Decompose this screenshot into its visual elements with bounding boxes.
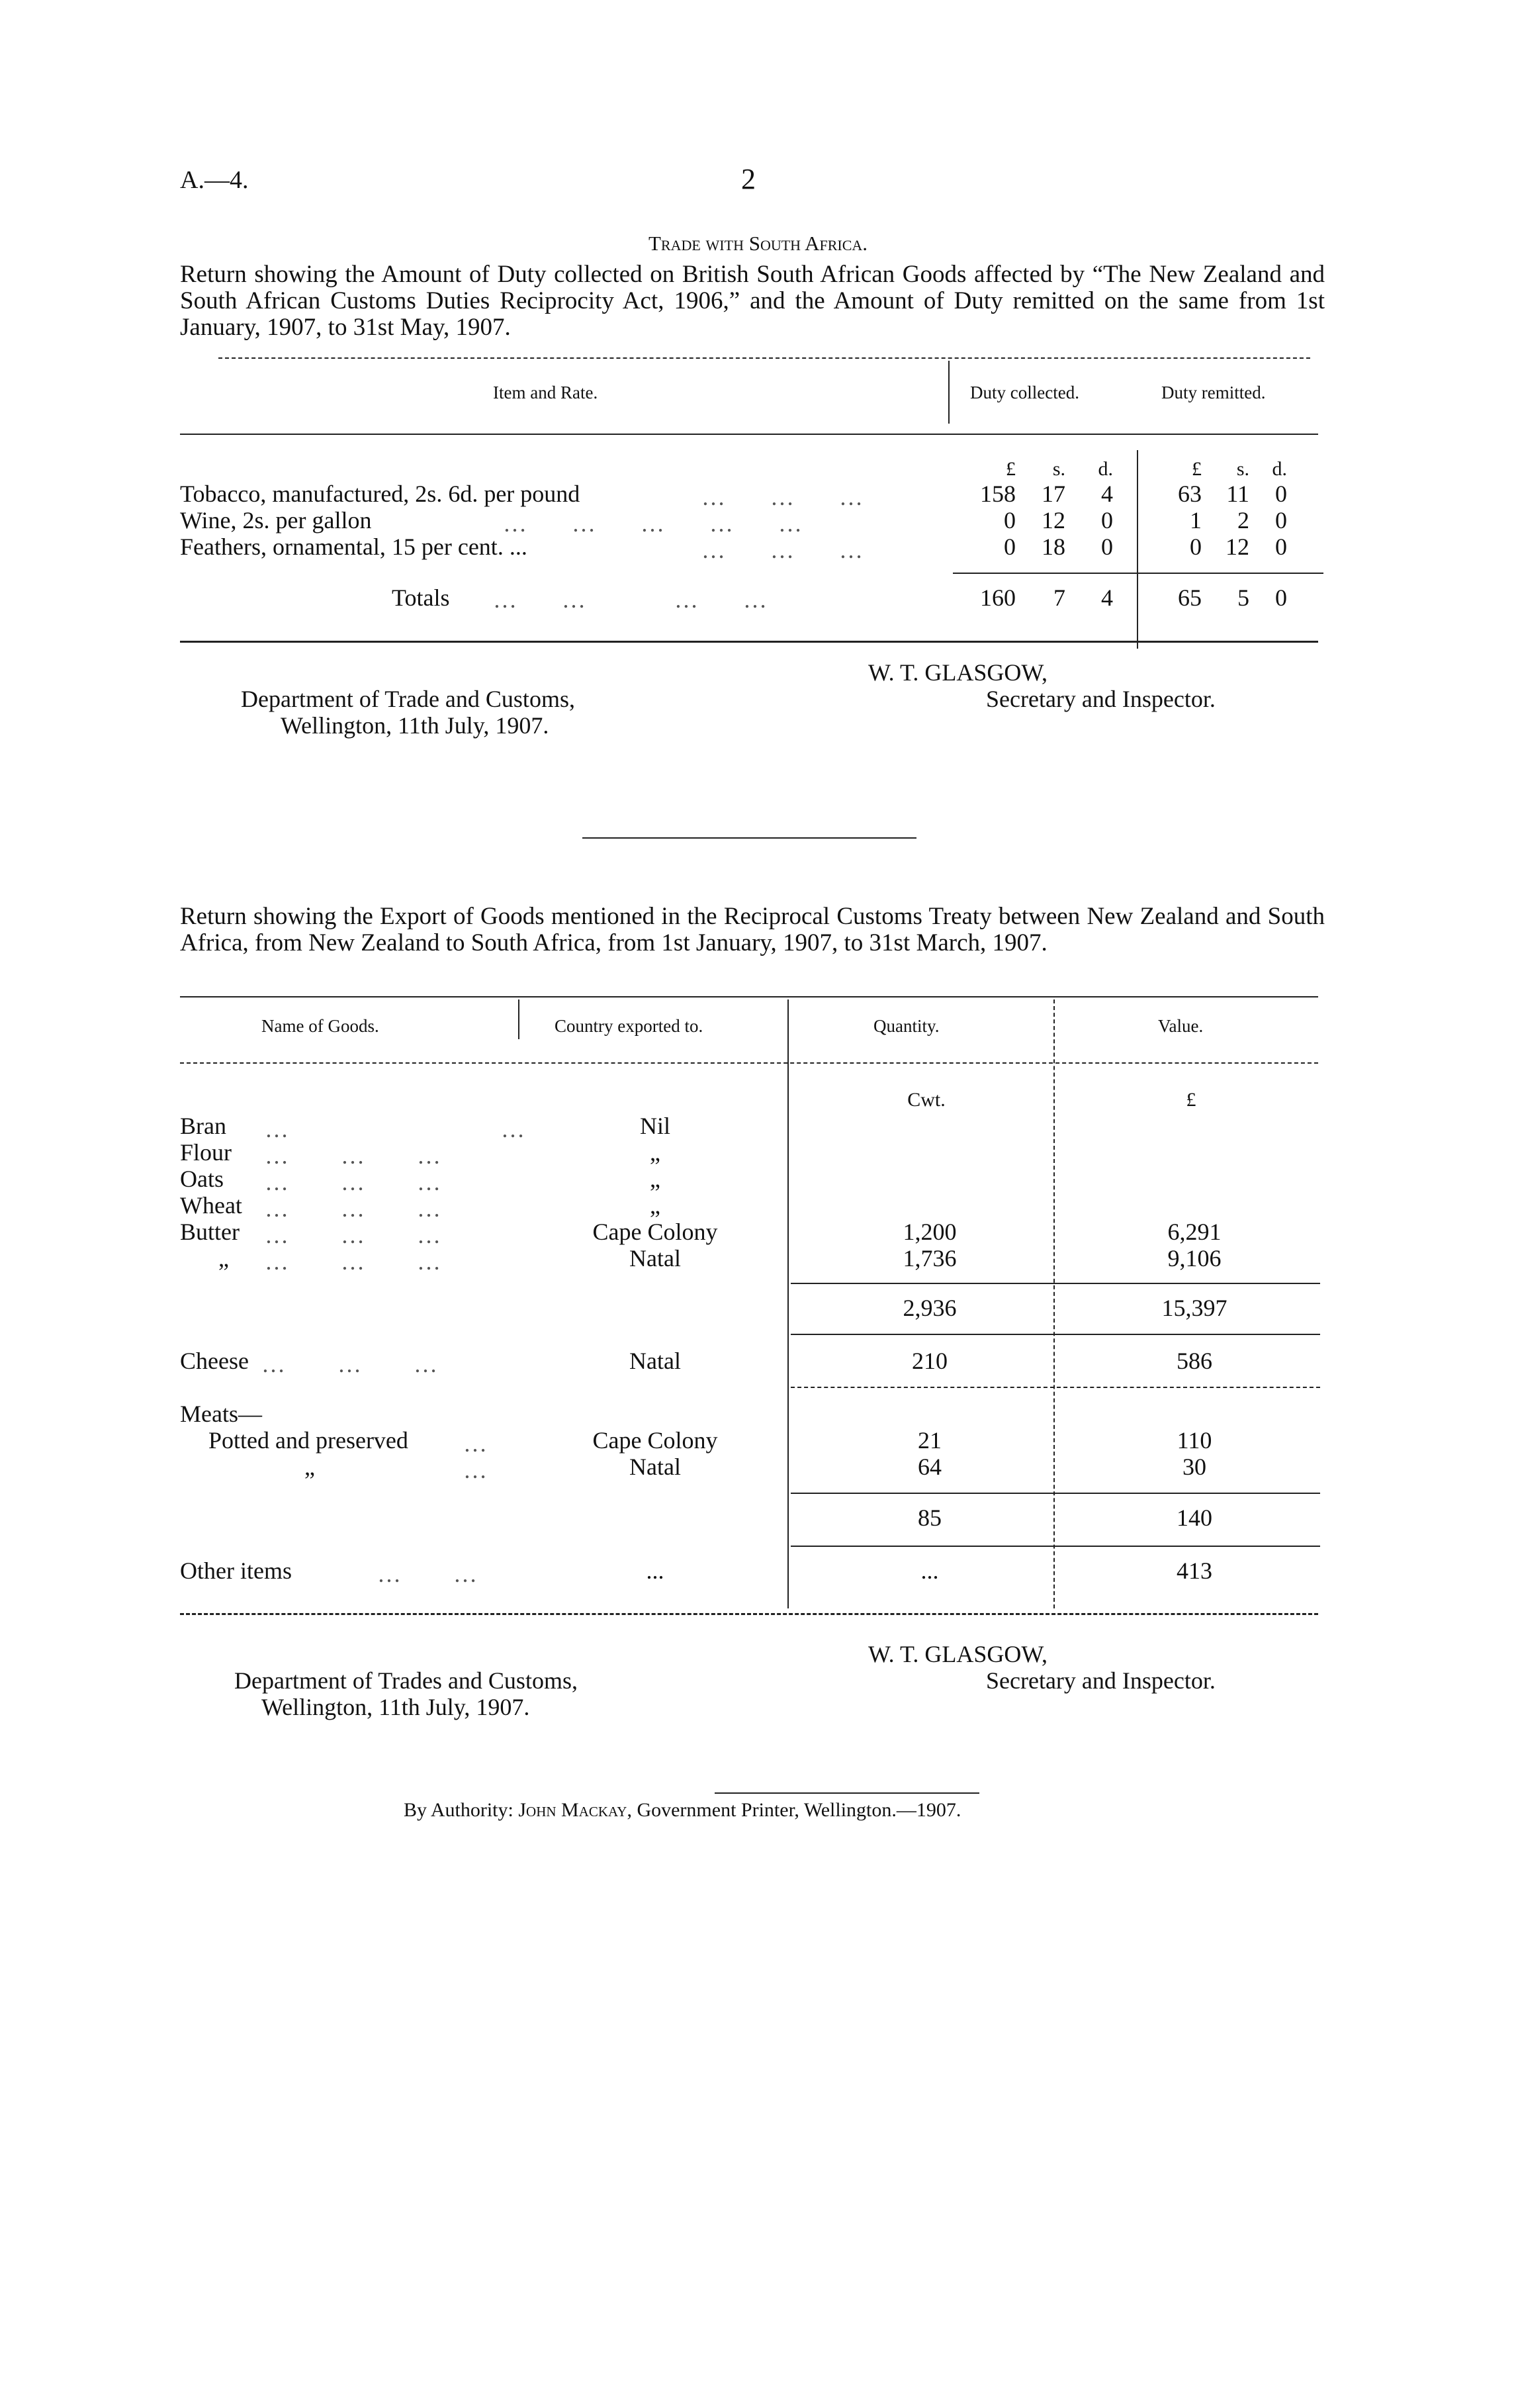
meats-row-country: Natal xyxy=(629,1454,681,1480)
export-row-country: „ xyxy=(650,1192,660,1219)
export-row-quantity: 1,200 xyxy=(903,1219,957,1245)
duty-row-remitted-shillings: 11 xyxy=(1226,481,1249,507)
duty-row-collected-shillings: 18 xyxy=(1042,533,1065,560)
export-row-country: Natal xyxy=(629,1245,681,1272)
cheese-quantity: 210 xyxy=(912,1348,948,1374)
meats-total-rule xyxy=(791,1546,1320,1547)
page-number: 2 xyxy=(741,163,756,195)
duty-row-remitted-shillings: 12 xyxy=(1226,533,1249,560)
signer-name: W. T. GLASGOW, xyxy=(868,1641,1048,1667)
printer-name: John Mackay xyxy=(518,1799,627,1821)
leader-dots: … … xyxy=(377,1561,478,1587)
totals-remitted-pounds: 65 xyxy=(1178,584,1202,611)
section1-description: Return showing the Amount of Duty collected on British South African Goods affected by “The New Zealand and South African Customs Duties Reciprocity Act, 1906,” and the Amount of Duty remitted on the same from 1st January, 1907, to 31st May, 1907. xyxy=(180,261,1325,341)
authority-line xyxy=(404,1799,961,1822)
section-separator xyxy=(582,837,916,839)
duty-row-collected-pounds: 0 xyxy=(1004,533,1016,560)
footer-rule xyxy=(715,1792,979,1794)
col-goods-header: Name of Goods. xyxy=(261,1016,379,1036)
section1-header-divider xyxy=(948,361,950,424)
cheese-value: 586 xyxy=(1177,1348,1212,1374)
remitted-pence-header: d. xyxy=(1272,458,1287,480)
totals-collected-shillings: 7 xyxy=(1053,584,1065,611)
totals-remitted-pence: 0 xyxy=(1275,584,1287,611)
section2-col-divider xyxy=(1053,999,1055,1608)
duty-row-remitted-pence: 0 xyxy=(1275,533,1287,560)
totals-label: Totals xyxy=(392,584,450,611)
col-quantity-header: Quantity. xyxy=(873,1016,940,1036)
leader-dots: … … … … xyxy=(493,586,768,613)
dept-line1: Department of Trades and Customs, xyxy=(234,1667,578,1694)
leader-dots: … … … … … xyxy=(503,510,803,537)
col-remitted-header: Duty remitted. xyxy=(1161,383,1266,402)
totals-collected-pounds: 160 xyxy=(980,584,1016,611)
butter-total-rule xyxy=(791,1334,1320,1335)
leader-dots: … … … xyxy=(265,1169,442,1195)
dept-line1: Department of Trade and Customs, xyxy=(241,686,575,712)
signer-title: Secretary and Inspector. xyxy=(986,1667,1216,1694)
duty-row-remitted-pence: 0 xyxy=(1275,481,1287,507)
cheese-rule xyxy=(791,1387,1320,1388)
export-row-country: Cape Colony xyxy=(592,1219,718,1245)
butter-total-quantity: 2,936 xyxy=(903,1295,957,1321)
butter-total-value: 15,397 xyxy=(1161,1295,1227,1321)
section1-header-rule xyxy=(180,434,1318,435)
col-country-header: Country exported to. xyxy=(555,1016,703,1036)
section1-bottom-rule xyxy=(180,641,1318,643)
leader-dots: … … … xyxy=(265,1195,442,1222)
other-goods: Other items xyxy=(180,1557,292,1584)
duty-row-collected-pence: 0 xyxy=(1101,507,1113,533)
leader-dots: … … … xyxy=(701,537,864,563)
export-row-goods: Flour xyxy=(180,1139,232,1166)
remitted-pounds-header: £ xyxy=(1192,458,1202,480)
export-row-value: 6,291 xyxy=(1167,1219,1222,1245)
duty-row-collected-pence: 4 xyxy=(1101,481,1113,507)
duty-row-remitted-pounds: 63 xyxy=(1178,481,1202,507)
section1-title: Trade with South Africa. xyxy=(648,232,868,255)
col-value-header: Value. xyxy=(1158,1016,1204,1036)
duty-row-remitted-shillings: 2 xyxy=(1237,507,1249,533)
export-row-quantity: 1,736 xyxy=(903,1245,957,1272)
totals-collected-pence: 4 xyxy=(1101,584,1113,611)
meats-row-value: 110 xyxy=(1177,1427,1212,1454)
duty-row-collected-pounds: 0 xyxy=(1004,507,1016,533)
signer-title: Secretary and Inspector. xyxy=(986,686,1216,712)
col-collected-header: Duty collected. xyxy=(970,383,1079,402)
leader-dots: … xyxy=(463,1430,488,1457)
duty-row-item: Tobacco, manufactured, 2s. 6d. per pound xyxy=(180,481,580,507)
section1-top-rule xyxy=(218,357,1310,359)
totals-remitted-shillings: 5 xyxy=(1237,584,1249,611)
remitted-shillings-header: s. xyxy=(1236,458,1249,480)
duty-row-remitted-pence: 0 xyxy=(1275,507,1287,533)
leader-dots: … … … xyxy=(265,1222,442,1248)
export-row-goods: Wheat xyxy=(180,1192,242,1219)
leader-dots: … … … xyxy=(261,1351,439,1377)
duty-row-remitted-pounds: 0 xyxy=(1190,533,1202,560)
totals-rule xyxy=(953,573,1323,574)
export-row-goods: „ xyxy=(218,1245,229,1272)
meats-row-country: Cape Colony xyxy=(592,1427,718,1454)
meats-row-quantity: 21 xyxy=(918,1427,942,1454)
leader-dots: … … xyxy=(265,1116,526,1142)
section2-header-divider xyxy=(518,999,519,1039)
meats-row-quantity: 64 xyxy=(918,1454,942,1480)
section2-header-rule xyxy=(180,1062,1318,1064)
section2-col-divider xyxy=(787,999,789,1608)
section2-top-rule xyxy=(180,996,1318,997)
duty-row-collected-shillings: 12 xyxy=(1042,507,1065,533)
section1-money-divider xyxy=(1137,450,1138,649)
other-value: 413 xyxy=(1177,1557,1212,1584)
export-row-country: „ xyxy=(650,1166,660,1192)
dept-line2: Wellington, 11th July, 1907. xyxy=(261,1694,530,1720)
duty-row-remitted-pounds: 1 xyxy=(1190,507,1202,533)
other-quantity: ... xyxy=(920,1557,939,1584)
duty-row-item: Feathers, ornamental, 15 per cent. ... xyxy=(180,533,527,560)
export-row-country: Nil xyxy=(639,1113,670,1139)
meats-row-value: 30 xyxy=(1182,1454,1206,1480)
duty-row-item: Wine, 2s. per gallon xyxy=(180,507,372,533)
butter-subtotal-rule xyxy=(791,1283,1320,1284)
duty-row-collected-pence: 0 xyxy=(1101,533,1113,560)
export-row-goods: Butter xyxy=(180,1219,240,1245)
meats-total-value: 140 xyxy=(1177,1505,1212,1531)
leader-dots: … xyxy=(463,1457,488,1483)
duty-row-collected-pounds: 158 xyxy=(980,481,1016,507)
cheese-goods: Cheese xyxy=(180,1348,249,1374)
section2-description: Return showing the Export of Goods mentioned in the Reciprocal Customs Treaty between New Zealand and South Africa, from New Zealand to South Africa, from 1st January, 1907, to 31st March, 1907. xyxy=(180,903,1325,956)
unit-value: £ xyxy=(1186,1089,1196,1111)
leader-dots: … … … xyxy=(701,484,864,510)
leader-dots: … … … xyxy=(265,1248,442,1275)
meats-subtotal-rule xyxy=(791,1493,1320,1494)
printer-suffix: , Government Printer, Wellington.—1907. xyxy=(627,1799,961,1821)
export-row-country: „ xyxy=(650,1139,660,1166)
export-row-goods: Bran xyxy=(180,1113,226,1139)
page-ref: A.—4. xyxy=(180,166,249,194)
collected-pounds-header: £ xyxy=(1006,458,1016,480)
dept-line2: Wellington, 11th July, 1907. xyxy=(281,712,549,739)
leader-dots: … … … xyxy=(265,1142,442,1169)
duty-row-collected-shillings: 17 xyxy=(1042,481,1065,507)
signer-name: W. T. GLASGOW, xyxy=(868,659,1048,686)
meats-row-goods: „ xyxy=(304,1454,315,1480)
collected-pence-header: d. xyxy=(1098,458,1113,480)
collected-shillings-header: s. xyxy=(1052,458,1065,480)
col-item-header: Item and Rate. xyxy=(493,383,598,402)
meats-total-quantity: 85 xyxy=(918,1505,942,1531)
meats-row-goods: Potted and preserved xyxy=(208,1427,408,1454)
section2-bottom-rule xyxy=(180,1613,1318,1615)
export-row-value: 9,106 xyxy=(1167,1245,1222,1272)
meats-heading: Meats— xyxy=(180,1401,262,1427)
unit-quantity: Cwt. xyxy=(907,1089,946,1111)
authority-prefix: By Authority: xyxy=(404,1799,513,1821)
cheese-country: Natal xyxy=(629,1348,681,1374)
export-row-goods: Oats xyxy=(180,1166,224,1192)
other-country: ... xyxy=(646,1557,664,1584)
